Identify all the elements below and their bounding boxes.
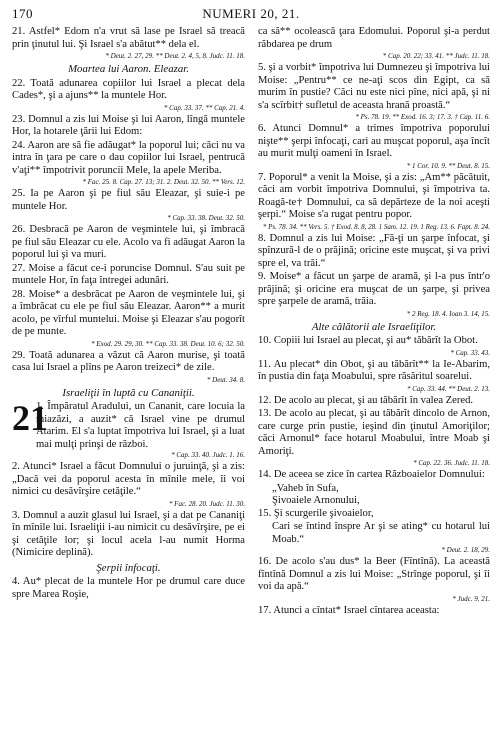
verse: 6. Atunci Domnul* a trimes împotriva poporului nişte** şerpi înfocaţi, cari au muşcat poporul, aşa încît au murit mulţi oameni în Israel. [258, 123, 490, 159]
verse: 1. Împăratul Aradului, un Cananit, care locuia la miazăzi, a auzit* că Israel vine pe drumul Atarim. El s'a luptat împotriva lui Israel, şi a luat mai mulţi prinşi de război. [36, 401, 245, 450]
cross-reference: * Cap. 33. 38. Deut. 32. 50. [167, 214, 245, 222]
cross-reference: * Cap. 20. 22; 33. 41. ** Judc. 11. 18. [382, 52, 490, 60]
chapter-start [12, 398, 245, 451]
verse: 14. De aceea se zice în cartea Războaielor Domnului: [258, 469, 485, 480]
verse: 10. Copiii lui Israel au plecat, şi au* tăbărît la Obot. [258, 335, 478, 346]
page-number: 170 [12, 6, 33, 21]
cross-reference: * Exod. 29. 29, 30. ** Cap. 33. 38. Deut. 10. 6; 32. 50. [91, 339, 245, 348]
cross-reference: * Cap. 33. 40. Judc. 1. 16. [171, 451, 245, 459]
poem-line: Cari se întind înspre Ar şi se ating* cu hotarul lui Moab.“ [272, 521, 490, 545]
verse: 17. Atunci a cîntat* Israel cîntarea aceasta: [258, 604, 440, 616]
section-heading: Israeliţii în luptă cu Cananiţii. [62, 386, 195, 399]
poem-line: Şivoaiele Arnonului, [272, 495, 360, 506]
cross-reference: * 1 Cor. 10. 9. ** Deut. 8. 15. [406, 161, 490, 170]
left-column [12, 26, 245, 618]
verse: 12. De acolo au plecat, şi au tăbărît în valea Zered. [258, 394, 474, 406]
cross-reference: * Cap. 33. 37. ** Cap. 21. 4. [163, 103, 245, 112]
verse: 8. Domnul a zis lui Moise: „Fă-ţi un şarpe înfocat, şi spînzură-l de o prăjină; oricine este muşcat, şi va privi spre el, va trăi.“ [258, 232, 490, 269]
verse: 28. Moise* a desbrăcat pe Aaron de veşmintele lui, şi a îmbrăcat cu ele pe fiul său Eleazar. Aaron** a murit acolo, pe vîrful muntelui. Moise şi Eleazar s'au pogorît de pe munte. [12, 288, 245, 337]
verse: 23. Domnul a zis lui Moise şi lui Aaron, lîngă muntele Hor, la hotarele ţării lui Edom: [12, 113, 245, 137]
cross-reference: * 2 Reg. 18. 4. Ioan 3. 14, 15. [406, 309, 490, 318]
cross-reference: * Ps. 78. 19. ** Exod. 16. 3; 17. 3. † Cap. 11. 6. [355, 113, 490, 121]
verse: 24. Aaron are să fie adăugat* la poporul lui; căci nu va intra în ţara pe care o dau copiilor lui Israel, pentrucă v'aţi** împotrivit poruncii Mele, la apele Meriba. [12, 139, 245, 176]
verse: 21. Astfel* Edom n'a vrut să lase pe Israel să treacă prin ţinutul lui. Şi Israel s'a abătut** dela el. [12, 26, 245, 50]
cross-reference: * Cap. 33. 44. ** Deut. 2. 13. [406, 384, 490, 393]
cross-reference: * Deut. 2. 18, 29. [441, 546, 490, 554]
section-heading: Alte călătorii ale Israeliţilor. [311, 320, 437, 333]
verse: 16. De acolo s'au dus* la Beer (Fîntînă). La această fîntînă Domnul a zis lui Moise: „Strînge poporul, şi îi voi da apă.“ [258, 556, 490, 592]
cross-reference: * Cap. 33. 43. [450, 348, 490, 357]
cross-reference: * Deut. 34. 8. [206, 375, 245, 384]
verse: 5. şi a vorbit* împotriva lui Dumnezeu şi împotriva lui Moise: „Pentru** ce ne-aţi scos din Egipt, ca să murim în pustie? Căci nu este nici pîne, nici apă, şi ni s'a scîrbit† sufletul de aceasta hrană proastă.“ [258, 62, 490, 111]
verse: 22. Toată adunarea copiilor lui Israel a plecat dela Cades*, şi a ajuns** la muntele Hor. [12, 77, 245, 101]
right-column [258, 26, 490, 618]
verse: 25. Ia pe Aaron şi pe fiul său Eleazar, şi suie-i pe muntele Hor. [12, 188, 245, 212]
cross-reference: * Judc. 9. 21. [452, 594, 490, 603]
verse: ca să** ocolească ţara Edomului. Poporul şi-a perdut răbdarea pe drum [258, 26, 490, 50]
verse: 7. Poporul* a venit la Moise, şi a zis: „Am** păcătuit, căci am vorbit împotriva Domnului, şi împotriva ta. Roagă-te† Domnului, ca să depărteze de la noi aceşti şerpi.“ Moise s'a rugat pentru popor. [258, 171, 490, 220]
poem-line: „Vaheb în Sufa, [272, 482, 339, 494]
verse: 15. Şi scurgerile şivoaielor, [258, 507, 374, 519]
verse: 3. Domnul a auzit glasul lui Israel, şi a dat pe Cananiţi în mînile lui. Israeliţii i-au nimicit cu desăvîrşire, pe ei şi cetăţile lor; şi locul acela l-au numit Horma (Nimicire deplină). [12, 509, 245, 558]
section-heading: Moartea lui Aaron. Eleazar. [68, 63, 189, 75]
page-header [12, 6, 490, 26]
cross-reference: * Fac. 28. 20. Judc. 11. 30. [168, 499, 245, 508]
verse: 4. Au* plecat de la muntele Hor pe drumul care duce spre Marea Roşie, [12, 576, 245, 600]
section-heading: Şerpii înfocaţi. [96, 561, 161, 574]
running-title: NUMERI 20, 21. [202, 6, 300, 21]
verse: 13. De acolo au plecat, şi au tăbărît dincolo de Arnon, care curge prin pustie, ieşind din ţinutul Amoriţilor; căci Arnonul* face hotarul Moabului, între Moab şi Amoriţi. [258, 408, 490, 457]
verse: 27. Moise a făcut ce-i poruncise Domnul. S'au suit pe muntele Hor, în faţa întregei adunări. [12, 262, 245, 286]
verse: 11. Au plecat* din Obot, şi au tăbărît** la Ie-Abarim, în pustia din faţa Moabului, spre răsăritul soarelui. [258, 358, 490, 382]
chapter-number: 21 [12, 398, 48, 438]
cross-reference: * Ps. 78. 34. ** Vers. 5. † Exod. 8. 8, 28. 1 Sam. 12. 19. 1 Reg. 13. 6. Fapt. 8. 24. [262, 222, 490, 231]
verse: 26. Desbracă pe Aaron de veşmintele lui, şi îmbracă pe fiul său Eleazar cu ele. Acolo va fi adăugat Aaron la poporul lui şi va muri. [12, 224, 245, 260]
cross-reference: * Fac. 25. 8. Cap. 27. 13; 31. 2. Deut. 32. 50. ** Vers. 12. [82, 178, 245, 186]
cross-reference: * Cap. 22. 36. Judc. 11. 18. [413, 459, 490, 467]
text-columns [12, 26, 490, 618]
verse: 9. Moise* a făcut un şarpe de aramă, şi l-a pus într'o prăjină; şi oricine era muşcat de un şarpe, şi privea spre şarpele de aramă, trăia. [258, 271, 490, 307]
verse: 29. Toată adunarea a văzut că Aaron murise, şi toată casa lui Israel a plîns pe Aaron treizeci* de zile. [12, 349, 245, 373]
verse: 2. Atunci* Israel a făcut Domnului o juruinţă, şi a zis: „Dacă vei da poporul acesta în mînile mele, îi voi nimici cu desăvîrşire cetăţile.“ [12, 461, 245, 497]
cross-reference: * Deut. 2. 27, 29. ** Deut. 2. 4, 5, 8. Judc. 11. 18. [105, 52, 245, 60]
